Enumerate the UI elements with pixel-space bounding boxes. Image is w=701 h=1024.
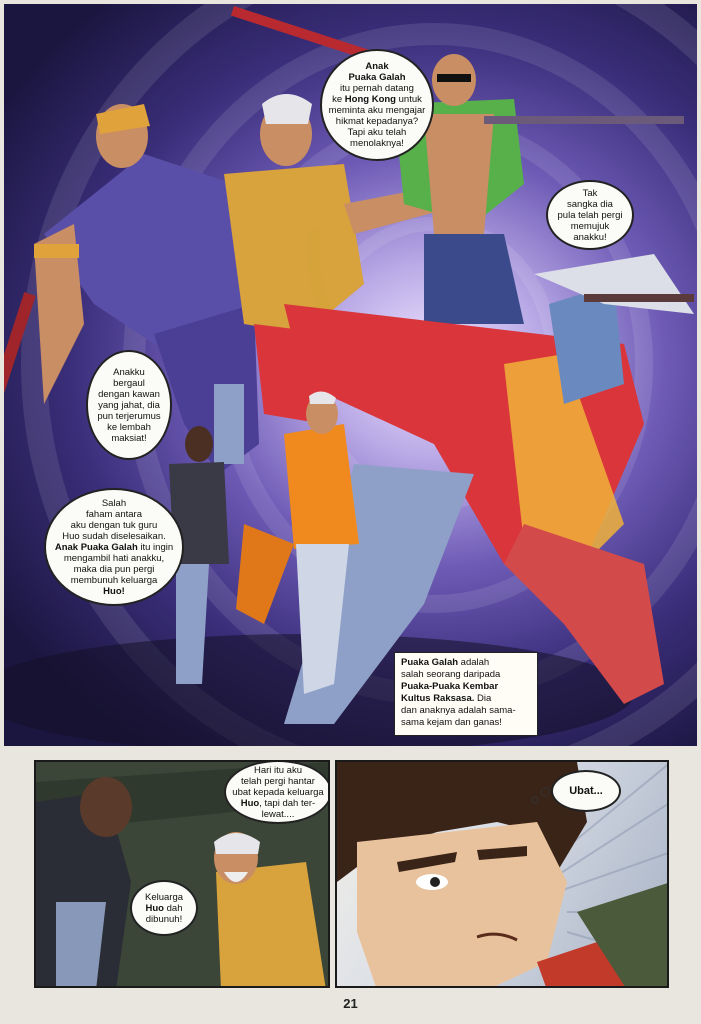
bubble-line: Anakku [113,366,145,378]
bubble-line: pun terjerumus [97,410,161,422]
bubble-line: faham antara [86,508,142,520]
bubble-line: memujuk [570,220,610,232]
thought-bubble-ubat [551,770,621,812]
speech-bubble-keluarga [130,880,198,936]
speech-bubble-tak-sangka [546,180,634,250]
speech-bubble-anak-puaka [320,49,434,161]
caption-line: Kultus Raksasa. [401,693,475,704]
bubble-line: Ubat... [569,784,603,797]
bubble-line: aku dengan tuk guru [70,519,158,531]
bubble-line: menolaknya! [350,138,404,149]
bubble-line: hikmat kepadanya? [335,116,419,127]
narration-caption [394,652,538,736]
bubble-line: ke [332,94,345,105]
bubble-line: dibunuh! [145,913,183,925]
bubble-line: dah [163,902,183,914]
speech-bubble-anakku [86,350,172,460]
caption-line: sama kejam dan ganas! [401,717,502,728]
caption-line: Puaka Galah [401,657,459,668]
bubble-line: mengambil hati anakku, [63,552,165,564]
bubble-line: telah pergi hantar [241,775,315,787]
bubble-line: dengan kawan [98,388,160,400]
bubble-line: Hong Kong [344,94,396,105]
bubble-line: maka dia pun pergi [73,563,155,575]
bubble-line: itu ingin [137,541,174,553]
main-panel [4,4,697,746]
bubble-line: Huo [240,797,260,809]
speech-bubble-hari-itu [224,760,330,824]
bubble-line: Hari itu aku [253,764,303,776]
bubble-line: anakku! [573,231,607,243]
bubble-line: lewat.... [261,808,295,820]
bubble-line: Tapi aku telah [347,127,407,138]
bubble-line: Huo! [103,585,125,597]
speech-bubble-salah-faham [44,488,184,606]
caption-line: dan anaknya adalah sama- [401,705,516,716]
bubble-line: Huo [145,902,164,914]
bubble-line: untuk [395,94,422,105]
bubble-line: bergaul [113,377,145,389]
bubble-line: Puaka Galah [348,72,406,83]
bubble-line: yang jahat, dia [98,399,160,411]
caption-line: salah seorang daripada [401,669,501,680]
bubble-line: ubat kepada keluarga [232,786,324,798]
bubble-line: meminta aku mengajar [328,105,426,116]
bubble-line: , tapi dah ter- [259,797,316,809]
bubble-line: Salah [101,497,127,509]
bubble-line: Keluarga [144,891,184,903]
bubble-line: Tak [582,187,598,199]
bottom-right-panel [335,760,669,988]
bubble-line: ke lembah [107,421,151,433]
caption-line: Dia [474,693,492,704]
bubble-line: pula telah pergi [557,209,623,221]
caption-line: adalah [458,657,490,668]
bubble-line: membunuh keluarga [70,574,158,586]
bubble-line: Anak [365,61,389,72]
bubble-line: itu pernah datang [340,83,414,94]
bottom-left-panel [34,760,330,988]
bubble-line: Anak Puaka Galah [54,541,138,553]
bubble-line: Huo sudah diselesaikan. [62,530,166,542]
page-number: 21 [343,996,358,1011]
bubble-line: maksiat! [111,432,147,444]
bubble-line: sangka dia [567,198,613,210]
caption-line: Puaka-Puaka Kembar [401,681,499,692]
